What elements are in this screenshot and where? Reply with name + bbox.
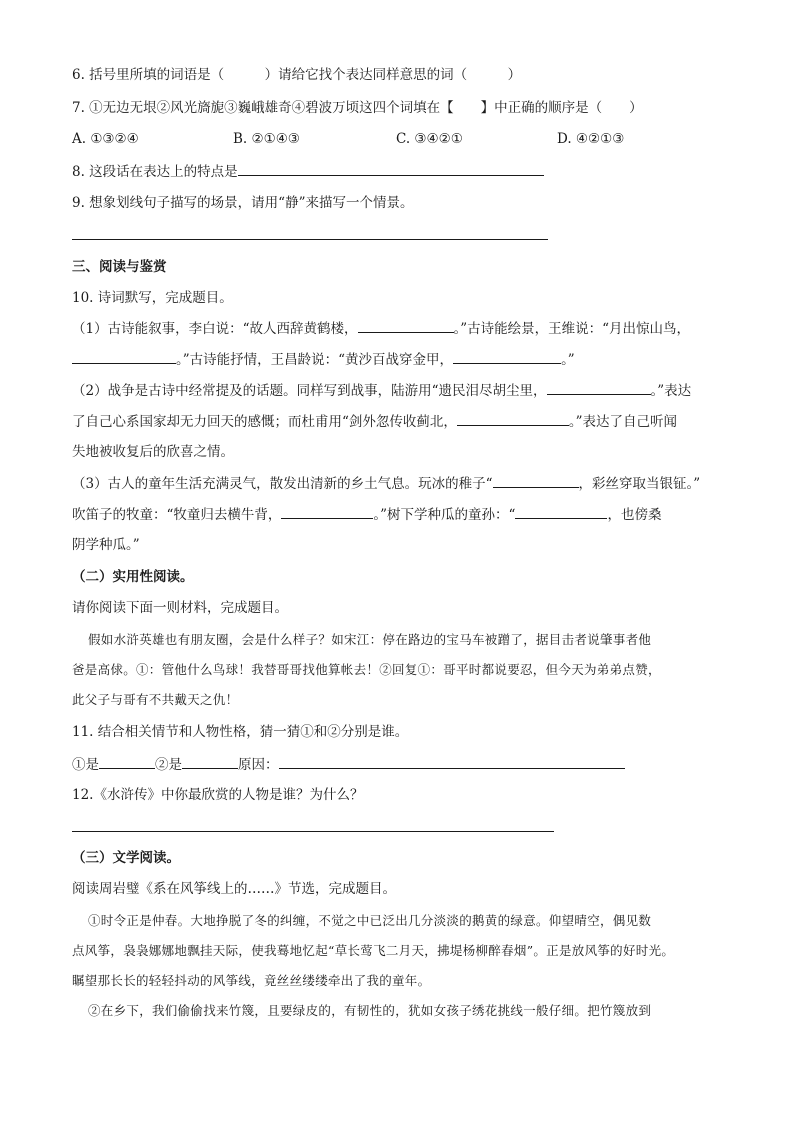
- subsection-2-intro: 请你阅读下面一则材料，完成题目。: [72, 600, 288, 616]
- answer-blank[interactable]: [453, 349, 561, 364]
- text-segment: 。”树下学种瓜的童孙：“: [373, 507, 516, 523]
- question-12: 12.《水浒传》中你最欣赏的人物是谁？为什么？: [72, 787, 364, 803]
- subsection-2-title: （二）实用性阅读。: [72, 569, 194, 585]
- question-10-1-line-1: [72, 318, 690, 339]
- option-b: B. ②①④③: [233, 131, 300, 147]
- subsection-3-intro: 阅读周岩璧《系在风筝线上的……》节选，完成题目。: [72, 881, 396, 897]
- answer-blank[interactable]: [281, 504, 373, 519]
- passage-line-3: 瞩望那长长的轻轻抖动的风筝线，竟丝丝缕缕牵出了我的童年。: [72, 973, 431, 988]
- text-segment: ①是: [72, 757, 99, 773]
- text-segment: 了自己心系国家却无力回天的感慨；而杜甫用“剑外忽传收蓟北，: [72, 414, 457, 430]
- text-segment: ②是: [155, 757, 182, 773]
- option-a: A. ①③②④: [72, 131, 139, 147]
- question-10-3-line-1: [72, 473, 700, 494]
- question-10-3-line-2: [72, 504, 661, 525]
- text-segment: （2）战争是古诗中经常提及的话题。同样写到战事，陆游用“遗民泪尽胡尘里，: [72, 383, 547, 399]
- material-line-3: 此父子与哥有不共戴天之仇！: [72, 692, 239, 707]
- question-7: 7. ①无边无垠②风光旖旎③巍峨雄奇④碧波万顷这四个词填在【 】中正确的顺序是（ ）: [72, 100, 643, 116]
- question-10-2-line-1: [72, 380, 691, 401]
- question-10-3-line-3: 阴学种瓜。”: [72, 537, 140, 553]
- question-10-2-line-2: [72, 411, 677, 432]
- text-segment: 原因：: [238, 757, 279, 773]
- text-segment: （1）古诗能叙事，李白说：“故人西辞黄鹤楼，: [72, 321, 358, 337]
- text-segment: 。”表达了自己听闻: [568, 414, 678, 430]
- text-segment: 。”: [561, 352, 575, 368]
- option-d: D. ④②①③: [557, 131, 625, 147]
- question-10-2-line-3: 失地被收复后的欣喜之情。: [72, 444, 234, 460]
- text-segment: ，彩丝穿取当银钲。”: [578, 476, 701, 492]
- answer-blank[interactable]: [493, 473, 579, 488]
- answer-blank[interactable]: [238, 161, 544, 176]
- answer-blank[interactable]: [515, 504, 607, 519]
- passage-line-4: ②在乡下，我们偷偷找来竹篾，且要绿皮的，有韧性的，犹如女孩子绣花挑线一般仔细。把竹篾放到: [88, 1003, 652, 1018]
- subsection-3-title: （三）文学阅读。: [72, 850, 180, 866]
- answer-blank[interactable]: [547, 380, 651, 395]
- question-10-title: 10. 诗词默写，完成题目。: [72, 290, 233, 306]
- question-11: 11. 结合相关情节和人物性格，猜一猜①和②分别是谁。: [72, 724, 409, 740]
- answer-blank[interactable]: [457, 411, 569, 426]
- text-segment: 。”古诗能绘景，王维说：“月出惊山鸟，: [453, 321, 691, 337]
- question-8: [72, 161, 544, 182]
- text-segment: 。”表达: [650, 383, 692, 399]
- option-c: C. ③④②①: [396, 131, 463, 147]
- text-segment: 。”古诗能抒情，王昌龄说：“黄沙百战穿金甲，: [176, 352, 454, 368]
- answer-blank[interactable]: [182, 754, 238, 769]
- text-segment: （3）古人的童年生活充满灵气，散发出清新的乡土气息。玩冰的稚子“: [72, 476, 493, 492]
- answer-blank[interactable]: [72, 349, 176, 364]
- question-8-text: 8. 这段话在表达上的特点是: [72, 164, 238, 180]
- answer-line[interactable]: [72, 831, 554, 832]
- question-10-1-line-2: [72, 349, 575, 370]
- material-line-2: 爸是高俅。①：管他什么鸟球！我替哥哥找他算帐去！②回复①：哥平时都说要忍，但今天为弟弟点赞，: [72, 662, 661, 677]
- question-6: 6. 括号里所填的词语是（ ）请给它找个表达同样意思的词（ ）: [72, 67, 522, 83]
- passage-line-1: ①时令正是仲春。大地挣脱了冬的纠缠，不觉之中已泛出几分淡淡的鹅黄的绿意。仰望晴空，偶见数: [88, 913, 652, 928]
- answer-blank[interactable]: [358, 318, 454, 333]
- question-9: 9. 想象划线句子描写的场景，请用“静”来描写一个情景。: [72, 195, 414, 211]
- text-segment: ，也傍桑: [607, 507, 662, 523]
- text-segment: 吹笛子的牧童：“牧童归去横牛背，: [72, 507, 282, 523]
- passage-line-2: 点风筝，袅袅娜娜地飘挂天际，使我蓦地忆起“草长莺飞二月天，拂堤杨柳醉春烟”。正是放风筝的好时光。: [72, 943, 675, 958]
- answer-blank[interactable]: [279, 754, 625, 769]
- section-3-title: 三、阅读与鉴赏: [72, 259, 167, 275]
- question-11-answer: [72, 754, 625, 775]
- answer-line[interactable]: [72, 239, 548, 240]
- material-line-1: 假如水浒英雄也有朋友圈，会是什么样子？如宋江：停在路边的宝马车被蹭了，据目击者说肇事者他: [88, 632, 652, 647]
- answer-blank[interactable]: [99, 754, 155, 769]
